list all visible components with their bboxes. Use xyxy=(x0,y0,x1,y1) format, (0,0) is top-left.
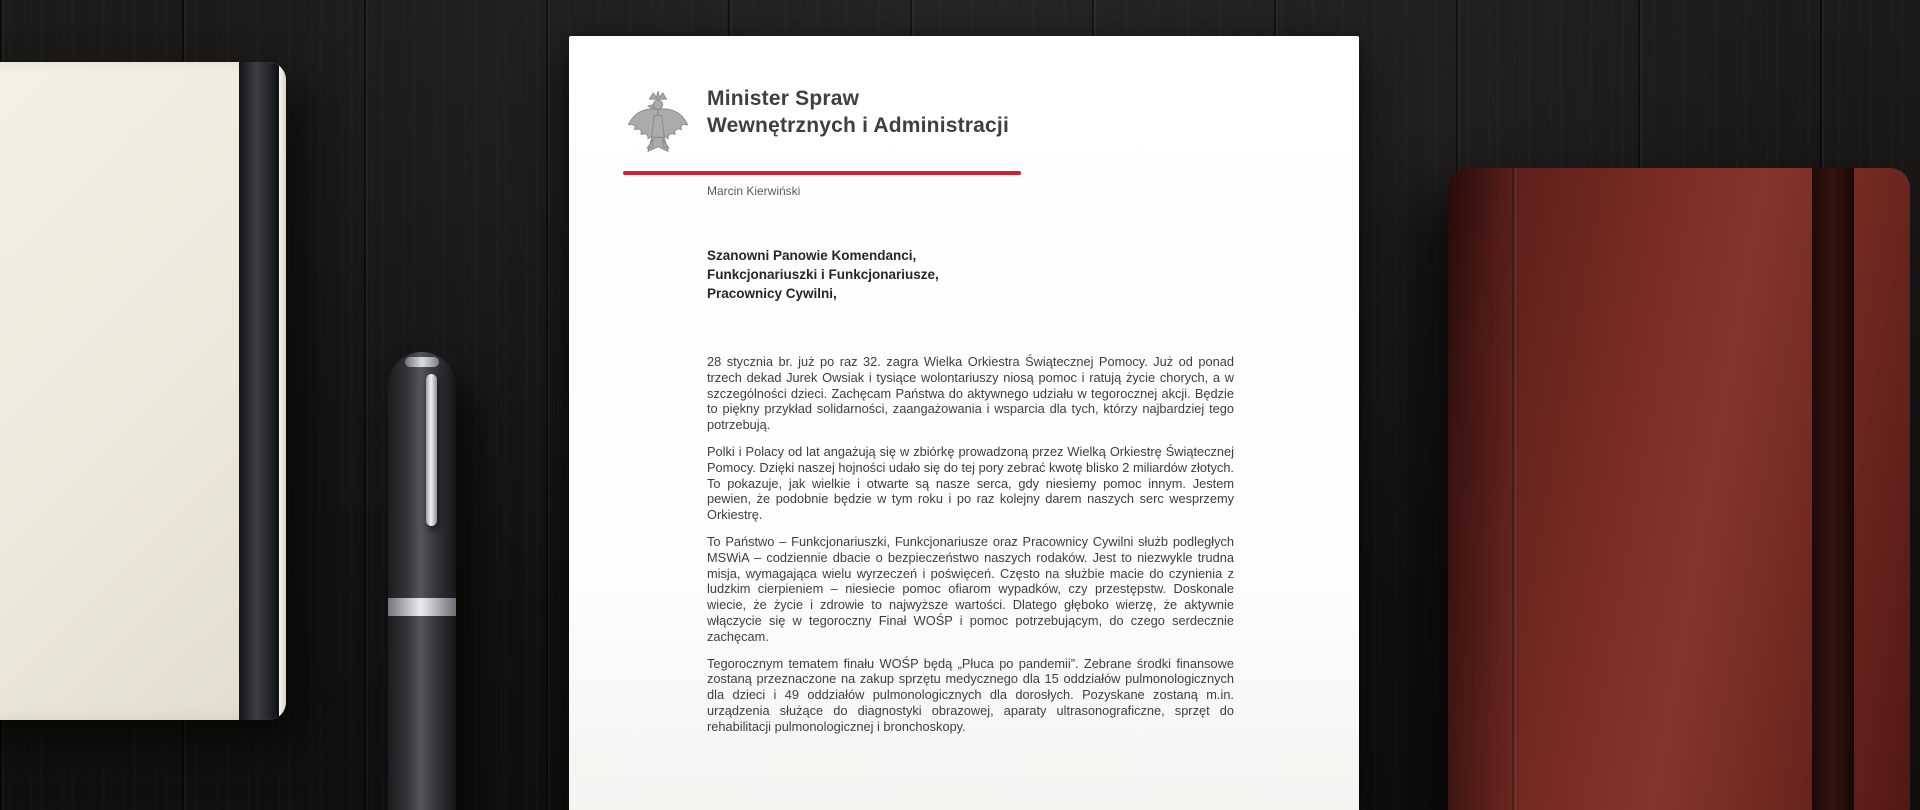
letter-paragraph: 28 stycznia br. już po raz 32. zagra Wielka Orkiestra Świątecznej Pomocy. Już od ponad trzech dekad Jurek Owsiak i tysiące wolontariuszy niosą pomoc i ratują życie chorych, a w szczególności dzieci. Zachęcam Państwa do aktywnego udziału w tegorocznej akcji. Będzie to piękny przykład solidarności, zaangażowania i wsparcia dla tych, którzy najbardziej tego potrzebują. xyxy=(707,354,1234,433)
notebook-page-edge xyxy=(279,62,286,720)
letter-paragraph: Polki i Polacy od lat angażują się w zbiórkę prowadzoną przez Wielką Orkiestrę Świątecznej Pomocy. Dzięki naszej hojności udało się do tej pory zebrać kwotę blisko 2 miliardów złotych. To pokazuje, jak wielkie i otwarte są nasze serca, gdy niesiemy pomoc innym. Jestem pewien, że podobnie będzie w tym roku i po raz kolejny darem naszych serc wesprzemy Orkiestrę. xyxy=(707,443,1234,523)
letter-document xyxy=(569,36,1359,810)
polish-eagle-emblem xyxy=(619,86,697,170)
salutation-line: Funkcjonariuszki i Funkcjonariusze, xyxy=(707,267,939,282)
salutation-line: Pracownicy Cywilni, xyxy=(707,286,837,301)
cream-notebook xyxy=(0,62,286,720)
maroon-folder xyxy=(1448,168,1910,810)
folder-spine-crease xyxy=(1512,168,1518,810)
ministry-name xyxy=(707,85,1009,139)
notebook-elastic-band xyxy=(239,62,279,720)
folder-elastic-band xyxy=(1812,168,1854,810)
letter-body xyxy=(707,354,1234,746)
salutation-block xyxy=(707,246,939,303)
pen-cap-finial xyxy=(405,357,439,367)
pen-clip xyxy=(426,374,437,526)
fountain-pen xyxy=(388,352,456,810)
minister-name: Marcin Kierwiński xyxy=(707,184,801,198)
letter-paragraph: To Państwo – Funkcjonariuszki, Funkcjonariusze oraz Pracownicy Cywilni służb podległych MSWiA – codziennie dbacie o bezpieczeństwo naszych rodaków. Jest to niezwykle trudna misja, wymagająca wielu wyrzeczeń i poświęceń. Często na służbie macie do czynienia z ludzkim cierpieniem – niesiecie pomoc ofiarom wypadków, czy przestępstw. Doskonale wiecie, że życie i zdrowie to najwyższe wartości. Dlatego głęboko wierzę, że aktywnie włączycie się w tegoroczny Finał WOŚP i pomoc potrzebującym, do czego serdecznie zachęcam. xyxy=(707,533,1234,644)
letterhead-red-rule xyxy=(623,171,1021,175)
ministry-name-line2: Wewnętrznych i Administracji xyxy=(707,114,1009,137)
salutation-line: Szanowni Panowie Komendanci, xyxy=(707,248,917,263)
letter-paragraph: Tegorocznym tematem finału WOŚP będą „Płuca po pandemii”. Zebrane środki finansowe zostaną przeznaczone na zakup sprzętu medycznego dla 15 oddziałów pulmonologicznych dla dzieci i 49 oddziałów pulmonologicznych dla dorosłych. Pozyskane zostaną m.in. urządzenia służące do diagnostyki obrazowej, aparaty ultrasonograficzne, sprzęt do rehabilitacji pulmonologicznej i bronchoskopy. xyxy=(707,655,1234,734)
ministry-name-line1: Minister Spraw xyxy=(707,87,860,110)
pen-cap-band xyxy=(388,598,456,616)
